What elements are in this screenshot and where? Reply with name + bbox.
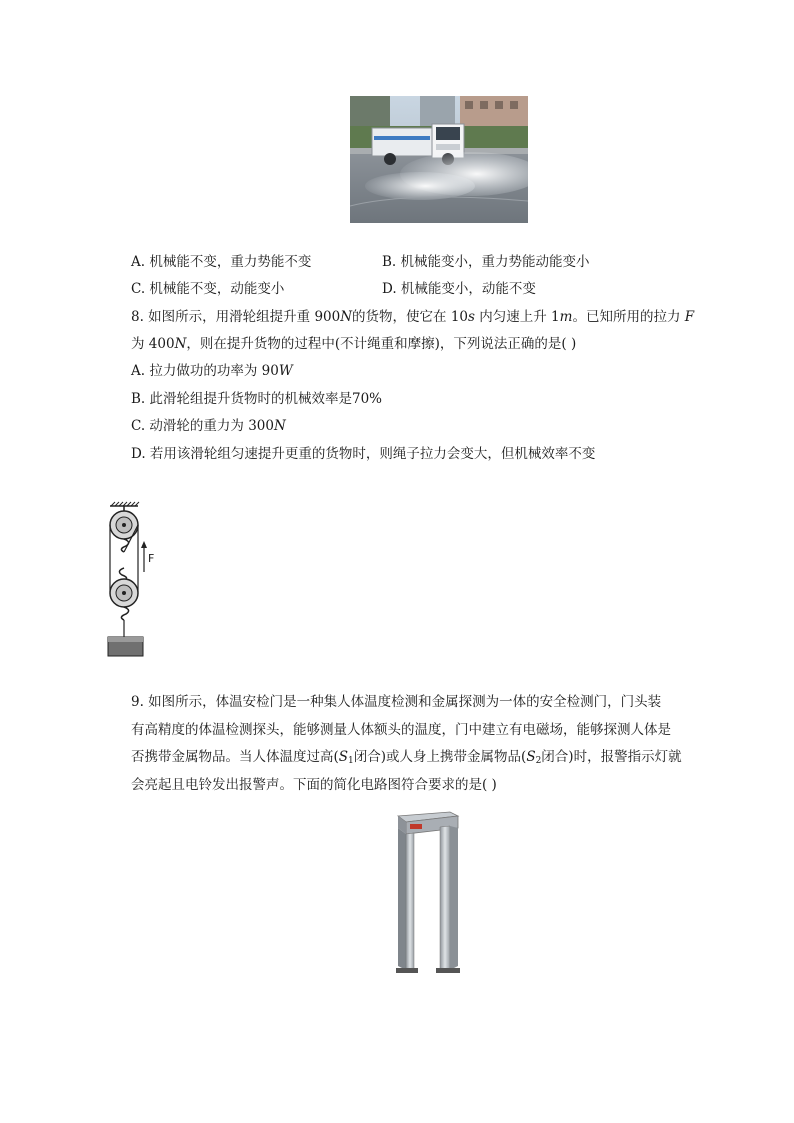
option-d: D. 机械能变小，动能不变: [382, 281, 536, 297]
option-b: B. 机械能变小，重力势能动能变小: [382, 254, 590, 270]
q9-stem-line-1: 9. 如图所示，体温安检门是一种集人体温度检测和金属探测为一体的安全检测门，门头装: [131, 694, 662, 710]
q8-option-c: C. 动滑轮的重力为 300N: [131, 418, 286, 434]
street-sweeper-photo: [350, 96, 528, 223]
option-a: A. 机械能不变，重力势能不变: [131, 254, 312, 270]
q8-stem-line-2: 为 400N，则在提升货物的过程中(不计绳重和摩擦)，下列说法正确的是( ): [131, 336, 577, 352]
q8-stem-line-1: 8. 如图所示，用滑轮组提升重 900N的货物，使它在 10s 内匀速上升 1m。已知所用的拉力 F: [131, 309, 695, 325]
q9-stem-line-4: 会亮起且电铃发出报警声。下面的简化电路图符合要求的是( ): [131, 777, 497, 793]
force-label-f: F: [148, 552, 155, 565]
pulley-system-diagram: [100, 500, 170, 660]
q8-option-b: B. 此滑轮组提升货物时的机械效率是70%: [131, 391, 383, 407]
q8-option-d: D. 若用该滑轮组匀速提升更重的货物时，则绳子拉力会变大，但机械效率不变: [131, 446, 596, 462]
q8-option-a: A. 拉力做功的功率为 90W: [131, 363, 293, 379]
q9-stem-line-2: 有高精度的体温检测探头，能够测量人体额头的温度，门中建立有电磁场，能够探测人体是: [131, 722, 671, 738]
security-gate-photo: [388, 810, 464, 975]
q9-stem-line-3: 否携带金属物品。当人体温度过高($S_1$闭合)或人身上携带金属物品($S_2$闭合)时，报警指示灯就: [131, 749, 682, 766]
option-c: C. 机械能不变，动能变小: [131, 281, 285, 297]
